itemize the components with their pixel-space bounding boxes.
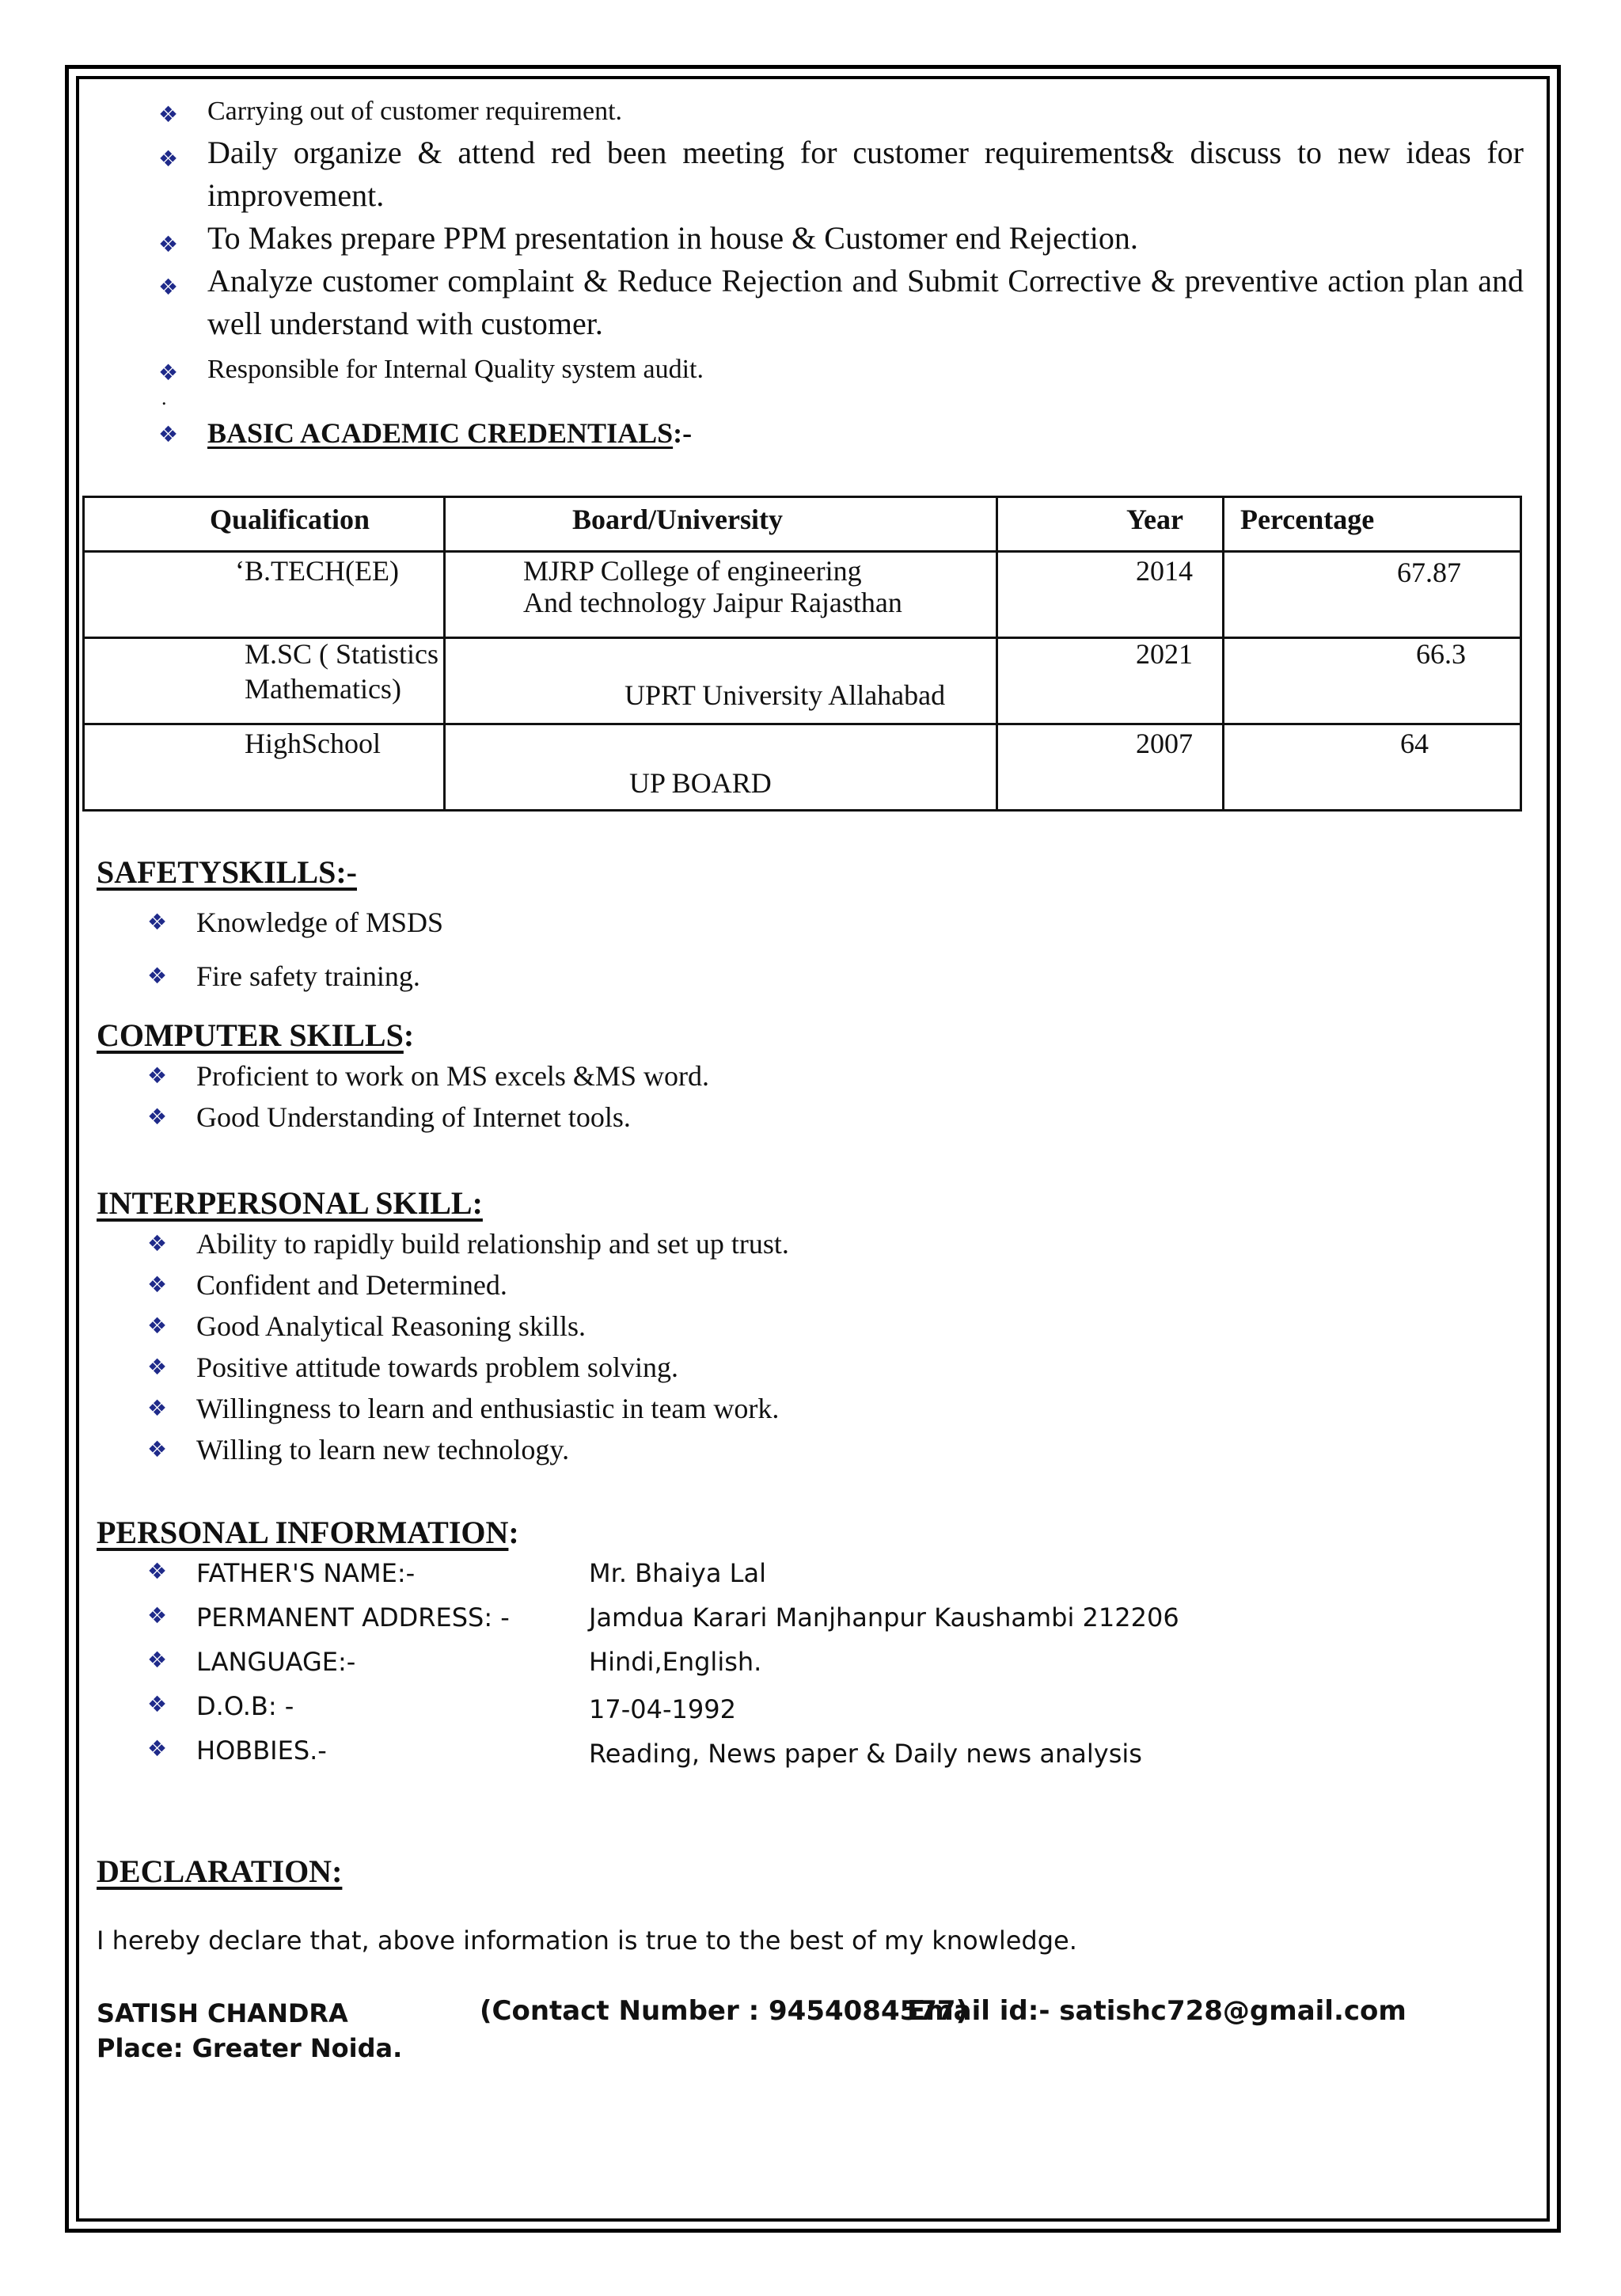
diamond-bullet-icon: ❖ [147, 1647, 168, 1673]
list-item: ❖ Proficient to work on MS excels &MS word. [147, 1060, 709, 1092]
list-item: ❖ Confident and Determined. [147, 1269, 507, 1301]
diamond-bullet-icon: ❖ [147, 1558, 168, 1584]
column-header: Qualification [84, 497, 445, 552]
responsibilities-list [158, 93, 1524, 388]
list-item: ❖ Analyze customer complaint & Reduce Rejection and Submit Corrective & preventive action plan and well understand with customer. [158, 263, 1524, 341]
diamond-bullet-icon: ❖ [147, 1436, 168, 1462]
table-cell: HighSchool [84, 724, 445, 811]
list-item: ❖ To Makes prepare PPM presentation in house & Customer end Rejection. [158, 217, 1524, 260]
list-item: ❖ Responsible for Internal Quality system audit. [158, 352, 1524, 388]
safety-heading: SAFETYSKILLS:- [97, 854, 357, 890]
stray-dot: . [161, 386, 167, 409]
table-cell: 67.87 [1224, 552, 1521, 638]
candidate-name: SATISH CHANDRA [97, 1998, 348, 2028]
contact-number: (Contact Number : 9454084577) [480, 1995, 969, 2027]
table-cell: 64 [1224, 724, 1521, 811]
diamond-bullet-icon: ❖ [147, 963, 168, 989]
table-cell: 2021 [997, 638, 1224, 724]
diamond-bullet-icon: ❖ [147, 1230, 168, 1256]
diamond-bullet-icon: ❖ [158, 231, 179, 257]
table-cell: UP BOARD [445, 724, 997, 811]
diamond-bullet-icon: ❖ [147, 1104, 168, 1130]
diamond-bullet-icon: ❖ [147, 1354, 168, 1380]
column-header: Percentage [1224, 497, 1521, 552]
list-item: ❖ Ability to rapidly build relationship and set up trust. [147, 1228, 789, 1260]
list-item: ❖ Daily organize & attend red been meeting for customer requirements& discuss to new ideas for improvement. [158, 135, 1524, 213]
table-cell: MJRP College of engineering And technology Jaipur Rajasthan [445, 552, 997, 638]
safety-list [147, 906, 443, 993]
list-item: ❖ Fire safety training. [147, 960, 420, 992]
table-cell: ‘B.TECH(EE) [84, 552, 445, 638]
diamond-bullet-icon: ❖ [147, 1735, 168, 1762]
interpersonal-heading: INTERPERSONAL SKILL: [97, 1185, 483, 1221]
interpersonal-list [147, 1227, 789, 1466]
table-cell: 2014 [997, 552, 1224, 638]
list-item: ❖ Knowledge of MSDS [147, 907, 443, 938]
table-cell: UPRT University Allahabad [445, 638, 997, 724]
table-row [84, 552, 1521, 638]
table-row [84, 724, 1521, 811]
diamond-bullet-icon: ❖ [147, 1313, 168, 1339]
diamond-bullet-icon: ❖ [158, 146, 179, 172]
list-item: ❖ Good Analytical Reasoning skills. [147, 1310, 586, 1342]
table-row [84, 638, 1521, 724]
place: Place: Greater Noida. [97, 2033, 403, 2063]
table-header-row [84, 497, 1521, 552]
declaration-text: I hereby declare that, above information is true to the best of my knowledge. [97, 1925, 1077, 1956]
diamond-bullet-icon: ❖ [147, 1062, 168, 1089]
column-header: Year [997, 497, 1224, 552]
page-border-inner [76, 76, 1550, 2222]
table-cell: M.SC ( Statistics Mathematics) [84, 638, 445, 724]
diamond-bullet-icon: ❖ [158, 359, 179, 386]
list-item: ❖ Willingness to learn and enthusiastic in team work. [147, 1393, 780, 1424]
diamond-bullet-icon: ❖ [147, 1272, 168, 1298]
list-item: ❖ Carrying out of customer requirement. [158, 93, 1524, 130]
computer-heading: COMPUTER SKILLS: [97, 1017, 415, 1053]
list-item: ❖ Willing to learn new technology. [147, 1434, 570, 1465]
email: Email id:- satishc728@gmail.com [907, 1995, 1407, 2027]
diamond-bullet-icon: ❖ [147, 1395, 168, 1421]
table-cell: 66.3 [1224, 638, 1521, 724]
list-item: ❖ Positive attitude towards problem solving. [147, 1351, 678, 1383]
academic-table [82, 496, 1522, 812]
diamond-bullet-icon: ❖ [158, 274, 179, 300]
computer-list [147, 1059, 709, 1134]
personal-heading: PERSONAL INFORMATION: [97, 1515, 519, 1550]
table-cell: 2007 [997, 724, 1224, 811]
list-item: ❖ Good Understanding of Internet tools. [147, 1101, 631, 1133]
column-header: Board/University [445, 497, 997, 552]
diamond-bullet-icon: ❖ [147, 1602, 168, 1629]
diamond-bullet-icon: ❖ [158, 421, 179, 447]
diamond-bullet-icon: ❖ [158, 101, 179, 127]
diamond-bullet-icon: ❖ [147, 909, 168, 935]
declaration-heading: DECLARATION: [97, 1853, 343, 1889]
diamond-bullet-icon: ❖ [147, 1691, 168, 1717]
